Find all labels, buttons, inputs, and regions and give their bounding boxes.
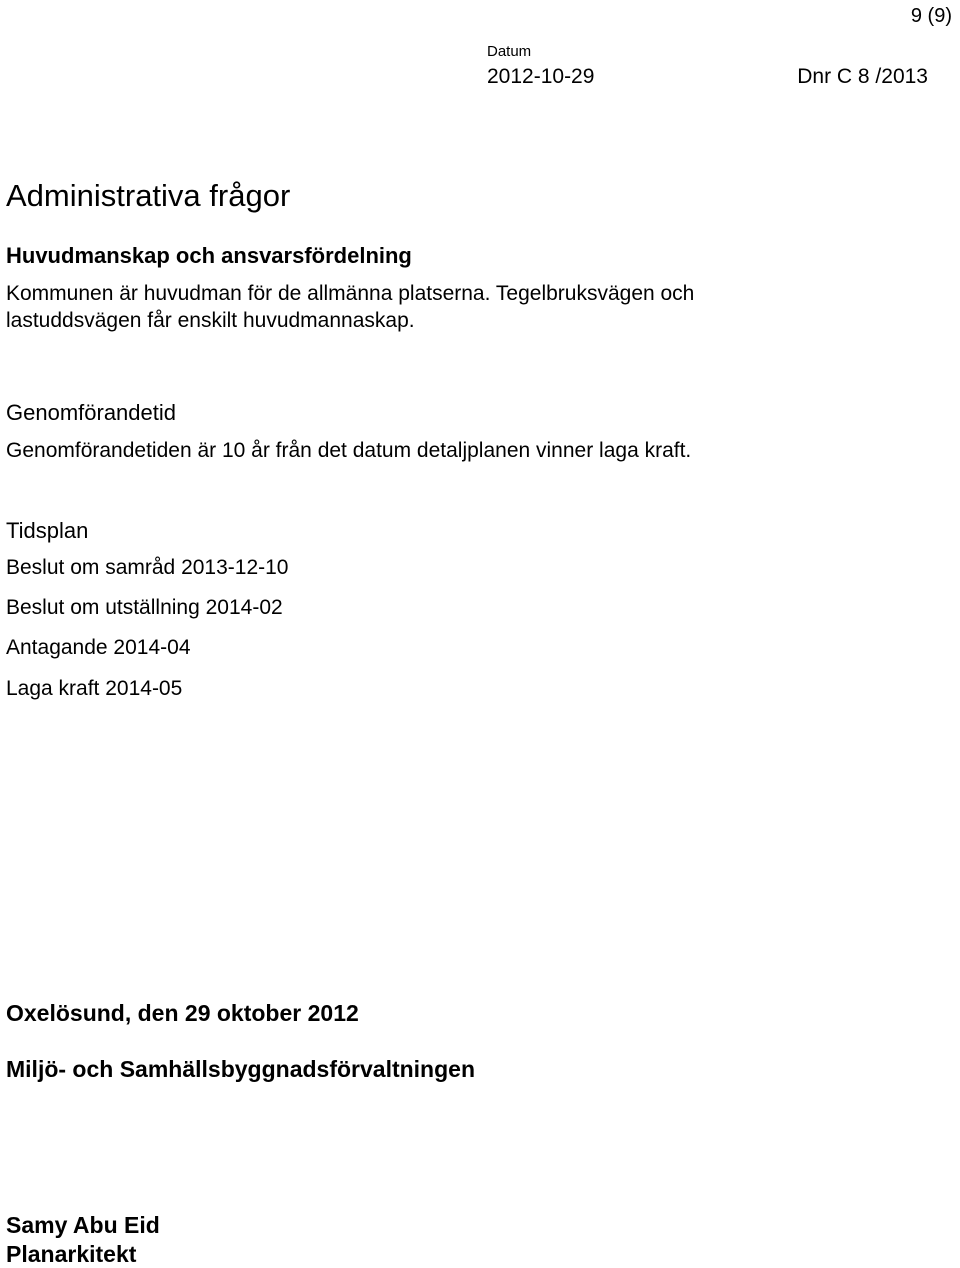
place-date: Oxelösund, den 29 oktober 2012 <box>6 1000 359 1026</box>
schedule-item: Beslut om utställning 2014-02 <box>6 596 283 619</box>
date-value: 2012-10-29 <box>487 65 595 88</box>
signer-title: Planarkitekt <box>6 1241 137 1267</box>
schedule-item: Laga kraft 2014-05 <box>6 677 183 700</box>
ownership-line-2: lastuddsvägen får enskilt huvudmannaskap. <box>6 309 415 332</box>
schedule-item: Beslut om samråd 2013-12-10 <box>6 556 289 579</box>
reference-number: Dnr C 8 /2013 <box>797 65 928 88</box>
page-title: Administrativa frågor <box>6 178 291 213</box>
schedule-item: Antagande 2014-04 <box>6 636 191 659</box>
ownership-line-1: Kommunen är huvudman för de allmänna platserna. Tegelbruksvägen och <box>6 282 695 305</box>
signer-name: Samy Abu Eid <box>6 1212 160 1238</box>
department-name: Miljö- och Samhällsbyggnadsförvaltningen <box>6 1056 475 1082</box>
ownership-heading: Huvudmanskap och ansvarsfördelning <box>6 243 412 268</box>
implementation-heading: Genomförandetid <box>6 400 176 425</box>
schedule-heading: Tidsplan <box>6 518 89 543</box>
implementation-text: Genomförandetiden är 10 år från det datum detaljplanen vinner laga kraft. <box>6 439 692 462</box>
date-label: Datum <box>487 43 532 60</box>
page-number: 9 (9) <box>910 5 952 27</box>
